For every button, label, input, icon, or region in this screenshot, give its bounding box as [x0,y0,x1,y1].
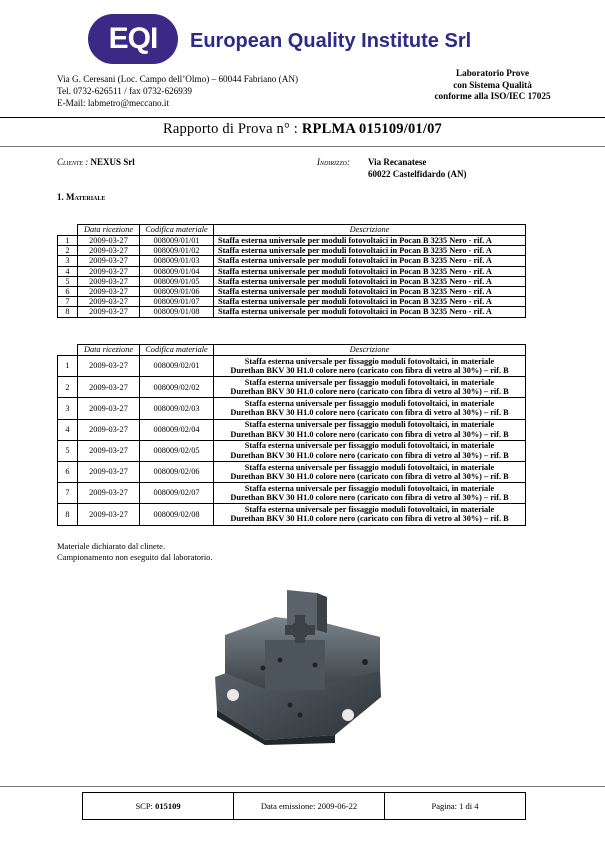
row-number: 6 [58,286,78,296]
table-row [58,246,526,256]
table-row [58,483,526,504]
lab-line: conforme alla ISO/IEC 17025 [434,91,551,101]
row-description-line: Staffa esterna universale per fissaggio moduli fotovoltaici, in materiale [244,483,495,493]
materials-table-a [57,224,526,318]
client-label: Cliente : [57,157,89,167]
row-date: 2009-03-27 [78,440,140,461]
row-code: 008009/01/04 [140,266,214,276]
row-number: 8 [58,504,78,525]
row-date: 2009-03-27 [78,246,140,256]
row-number: 1 [58,236,78,246]
row-description-line: Durethan BKV 30 H1.0 colore nero (caricato con fibra di vetro al 30%) – rif. B [230,408,509,418]
row-description-line: Staffa esterna universale per fissaggio moduli fotovoltaici, in materiale [244,504,495,514]
client-address-line: 60022 Castelfidardo (AN) [368,169,467,179]
row-date: 2009-03-27 [78,276,140,286]
row-description: Staffa esterna universale per moduli fotovoltaici in Pocan B 3235 Nero - rif. A [214,307,526,317]
row-description-line: Durethan BKV 30 H1.0 colore nero (caricato con fibra di vetro al 30%) – rif. B [230,472,509,482]
row-date: 2009-03-27 [78,461,140,482]
row-description-line: Staffa esterna universale per fissaggio moduli fotovoltaici, in materiale [244,356,495,366]
report-title [0,121,605,138]
row-number: 3 [58,398,78,419]
footer-page: Pagina: 1 di 4 [431,801,479,811]
address-line: Via G. Ceresani (Loc. Campo dell’Olmo) – 60044 Fabriano (AN) [57,74,299,84]
row-code: 008009/01/06 [140,286,214,296]
header-code: Codifica materiale [140,225,214,236]
client-name: NEXUS Srl [90,157,135,167]
client-address-line: Via Recanatese [368,157,427,167]
note-line: Materiale dichiarato dal clinete. [57,541,166,551]
row-description-line: Staffa esterna universale per fissaggio moduli fotovoltaici, in materiale [244,462,495,472]
row-date: 2009-03-27 [78,483,140,504]
table-row [58,377,526,398]
table-row [58,276,526,286]
row-date: 2009-03-27 [78,286,140,296]
row-code: 008009/02/07 [140,483,214,504]
row-description [214,377,526,398]
header-blank [58,225,78,236]
table-row [58,286,526,296]
row-description-line: Staffa esterna universale per fissaggio moduli fotovoltaici, in materiale [244,441,495,451]
divider [0,117,605,118]
row-description-line: Staffa esterna universale per fissaggio moduli fotovoltaici, in materiale [244,420,495,430]
row-description [214,356,526,377]
row-description [214,398,526,419]
row-date: 2009-03-27 [78,307,140,317]
row-date: 2009-03-27 [78,398,140,419]
row-description: Staffa esterna universale per moduli fotovoltaici in Pocan B 3235 Nero - rif. A [214,266,526,276]
row-date: 2009-03-27 [78,419,140,440]
row-code: 008009/02/08 [140,504,214,525]
materials-table-b [57,344,526,526]
eqi-logo-text: EQI [108,22,158,55]
client-address-label: Indirizzo: [317,157,350,167]
row-code: 008009/01/05 [140,276,214,286]
client-row [57,157,135,167]
row-description [214,419,526,440]
header-date: Data ricezione [78,345,140,356]
row-description: Staffa esterna universale per moduli fotovoltaici in Pocan B 3235 Nero - rif. A [214,246,526,256]
scp-value: 015109 [155,801,181,811]
table-header-row [58,225,526,236]
row-description-line: Durethan BKV 30 H1.0 colore nero (caricato con fibra di vetro al 30%) – rif. B [230,366,509,376]
lab-accreditation [400,68,585,103]
row-description [214,440,526,461]
report-prefix: Rapporto di Prova n° : [162,121,302,137]
row-number: 8 [58,307,78,317]
row-code: 008009/02/02 [140,377,214,398]
row-code: 008009/02/06 [140,461,214,482]
footer-date: Data emissione: 2009-06-22 [234,793,385,819]
row-description-line: Durethan BKV 30 H1.0 colore nero (caricato con fibra di vetro al 30%) – rif. B [230,450,509,460]
row-number: 5 [58,440,78,461]
row-date: 2009-03-27 [78,236,140,246]
row-description: Staffa esterna universale per moduli fotovoltaici in Pocan B 3235 Nero - rif. A [214,276,526,286]
row-description [214,483,526,504]
row-description-line: Staffa esterna universale per fissaggio moduli fotovoltaici, in materiale [244,398,495,408]
table-header-row [58,345,526,356]
table-row [58,461,526,482]
company-address [57,73,298,109]
row-description-line: Staffa esterna universale per fissaggio moduli fotovoltaici, in materiale [244,377,495,387]
row-description: Staffa esterna universale per moduli fotovoltaici in Pocan B 3235 Nero - rif. A [214,286,526,296]
row-code: 008009/01/01 [140,236,214,246]
row-code: 008009/02/04 [140,419,214,440]
row-number: 1 [58,356,78,377]
row-number: 4 [58,266,78,276]
notes [57,541,213,563]
table-row [58,266,526,276]
row-code: 008009/01/07 [140,297,214,307]
header-desc: Descrizione [214,225,526,236]
table-row [58,356,526,377]
client-address [368,156,467,180]
row-code: 008009/01/03 [140,256,214,266]
row-date: 2009-03-27 [78,297,140,307]
header-date: Data ricezione [78,225,140,236]
row-description [214,461,526,482]
header-desc: Descrizione [214,345,526,356]
table-row [58,419,526,440]
row-description-line: Durethan BKV 30 H1.0 colore nero (caricato con fibra di vetro al 30%) – rif. B [230,493,509,503]
table-row [58,236,526,246]
address-line: E-Mail: labmetro@meccano.it [57,98,170,108]
row-code: 008009/02/01 [140,356,214,377]
table-row [58,440,526,461]
row-description: Staffa esterna universale per moduli fotovoltaici in Pocan B 3235 Nero - rif. A [214,256,526,266]
row-description-line: Durethan BKV 30 H1.0 colore nero (caricato con fibra di vetro al 30%) – rif. B [230,514,509,524]
scp-label: SCP: [135,801,153,811]
lab-line: con Sistema Qualità [453,79,532,90]
table-row [58,297,526,307]
note-line: Campionamento non eseguito dal laboratorio. [57,552,213,562]
row-code: 008009/01/02 [140,246,214,256]
section-title: 1. Materiale [57,192,106,202]
company-name: European Quality Institute Srl [190,30,472,52]
row-date: 2009-03-27 [78,504,140,525]
table-row [58,307,526,317]
row-description-line: Durethan BKV 30 H1.0 colore nero (caricato con fibra di vetro al 30%) – rif. B [230,429,509,439]
table-row [58,256,526,266]
divider [0,786,605,787]
header-code: Codifica materiale [140,345,214,356]
row-number: 2 [58,377,78,398]
row-date: 2009-03-27 [78,256,140,266]
header-blank [58,345,78,356]
row-code: 008009/02/03 [140,398,214,419]
footer-scp [83,793,234,819]
table-row [58,398,526,419]
row-number: 5 [58,276,78,286]
divider [0,146,605,147]
row-date: 2009-03-27 [78,266,140,276]
report-number: RPLMA 015109/01/07 [301,121,442,137]
row-number: 7 [58,297,78,307]
row-description: Staffa esterna universale per moduli fotovoltaici in Pocan B 3235 Nero - rif. A [214,236,526,246]
row-number: 3 [58,256,78,266]
row-number: 7 [58,483,78,504]
bracket-photo [205,585,385,745]
row-code: 008009/02/05 [140,440,214,461]
eqi-logo [88,14,178,64]
row-number: 6 [58,461,78,482]
footer-box [82,792,526,820]
row-number: 4 [58,419,78,440]
table-row [58,504,526,525]
row-description [214,504,526,525]
row-number: 2 [58,246,78,256]
row-date: 2009-03-27 [78,356,140,377]
row-date: 2009-03-27 [78,377,140,398]
address-line: Tel. 0732-626511 / fax 0732-626939 [57,86,193,96]
row-description: Staffa esterna universale per moduli fotovoltaici in Pocan B 3235 Nero - rif. A [214,297,526,307]
lab-line: Laboratorio Prove [455,68,530,78]
row-description-line: Durethan BKV 30 H1.0 colore nero (caricato con fibra di vetro al 30%) – rif. B [230,387,509,397]
row-code: 008009/01/08 [140,307,214,317]
